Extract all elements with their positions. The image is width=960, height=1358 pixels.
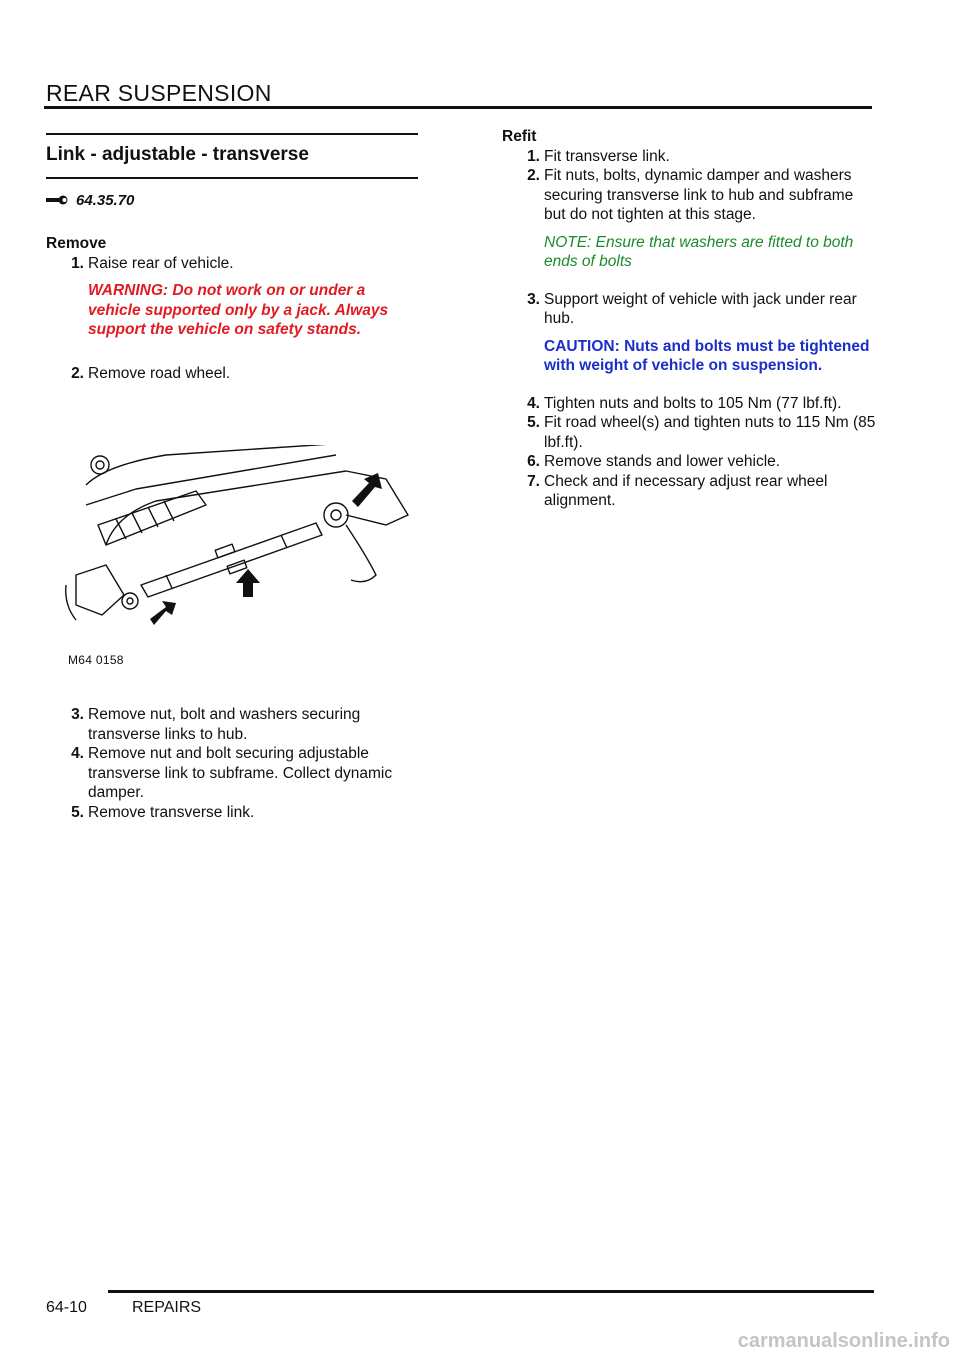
refit-step: 6. Remove stands and lower vehicle. bbox=[527, 453, 781, 470]
footer-rule bbox=[108, 1290, 874, 1293]
remove-step: 5. Remove transverse link. bbox=[71, 803, 255, 821]
operation-code bbox=[46, 191, 418, 211]
wrench-icon bbox=[46, 195, 68, 205]
remove-step: 2. Remove road wheel. bbox=[71, 364, 231, 382]
transverse-link-illustration bbox=[46, 445, 418, 645]
watermark: carmanualsonline.info bbox=[737, 1330, 950, 1352]
remove-step: 3. Remove nut, bolt and washers securing transverse links to hub. bbox=[71, 706, 361, 743]
operation-code-text: 64.35.70 bbox=[76, 191, 135, 209]
right-column bbox=[502, 125, 877, 511]
refit-step: 7. Check and if necessary adjust rear wheel alignment. bbox=[527, 472, 828, 509]
section-top-rule bbox=[46, 133, 418, 135]
figure-label: M64 0158 bbox=[68, 653, 124, 667]
page-header-title: REAR SUSPENSION bbox=[46, 80, 272, 106]
remove-step: 1. Raise rear of vehicle. bbox=[71, 254, 234, 272]
refit-step: 1. Fit transverse link. bbox=[527, 147, 670, 165]
caution-text: CAUTION: Nuts and bolts must be tightened with weight of vehicle on suspension. bbox=[544, 337, 870, 374]
figure-transverse-link bbox=[46, 445, 418, 685]
footer-section: REPAIRS bbox=[132, 1299, 202, 1316]
remove-step: 4. Remove nut and bolt securing adjustable transverse link to subframe. Collect dynamic damper. bbox=[71, 745, 393, 801]
refit-step: 2. Fit nuts, bolts, dynamic damper and washers securing transverse link to hub and subframe but do not tighten at this stage. bbox=[527, 167, 854, 223]
page-number: 64-10 bbox=[46, 1299, 87, 1316]
refit-step: 5. Fit road wheel(s) and tighten nuts to 115 Nm (85 lbf.ft). bbox=[527, 414, 876, 451]
refit-step: 4. Tighten nuts and bolts to 105 Nm (77 lbf.ft). bbox=[527, 394, 842, 412]
refit-step: 3. Support weight of vehicle with jack under rear hub. bbox=[527, 290, 857, 327]
section-title: Link - adjustable - transverse bbox=[46, 144, 309, 165]
warning-text: WARNING: Do not work on or under a vehicle supported only by a jack. Always support the vehicle on safety stands. bbox=[88, 282, 389, 338]
section-bottom-rule bbox=[46, 177, 418, 179]
note-text: NOTE: Ensure that washers are fitted to both ends of bolts bbox=[544, 233, 854, 270]
header-rule bbox=[44, 106, 872, 109]
left-column bbox=[46, 133, 418, 822]
refit-heading: Refit bbox=[502, 128, 537, 145]
remove-heading: Remove bbox=[46, 235, 107, 252]
